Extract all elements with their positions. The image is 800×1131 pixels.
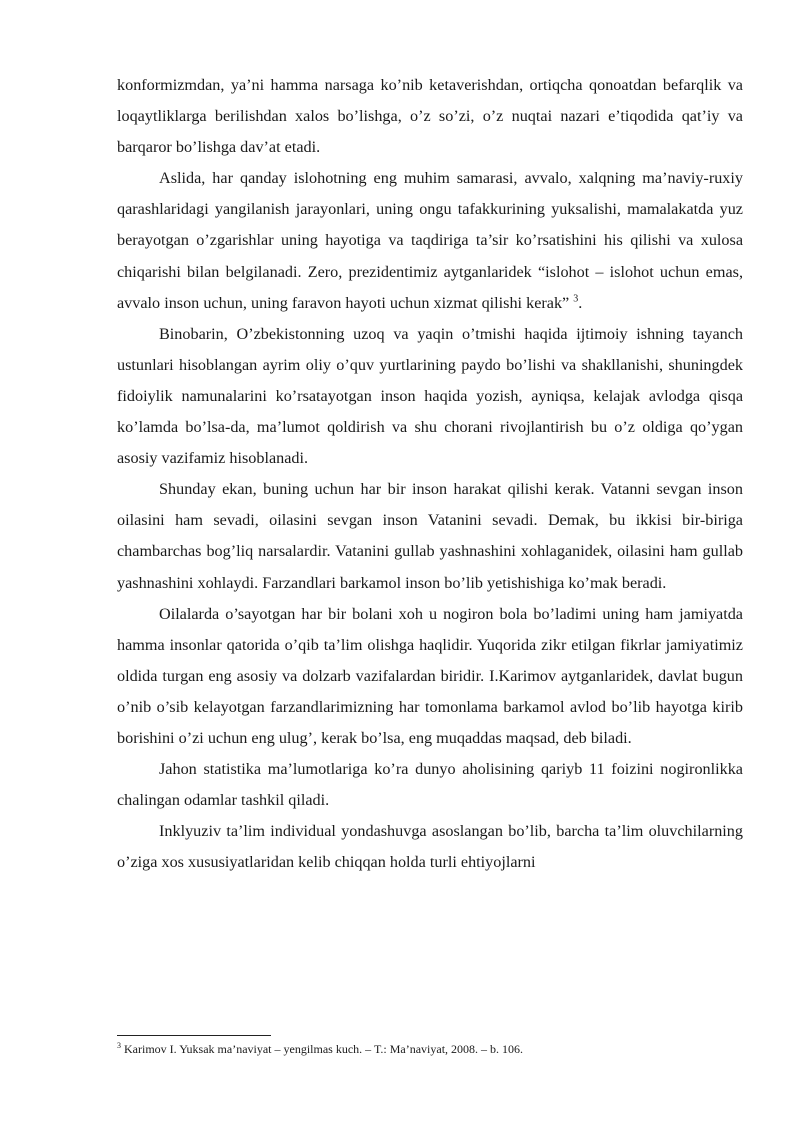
footnote-divider	[117, 1035, 271, 1036]
footnote	[117, 1041, 743, 1057]
paragraph-2-text: Aslida, har qanday islohotning eng muhim samarasi, avvalo, xalqning ma’naviy-ruxiy qarashlaridagi yangilanish jarayonlari, uning ongu tafakkurining yuksalishi, mamalakatda yuz berayotgan o’zgarishlar uning hayotiga va taqdiriga ta’sir ko’rsatishini his qilishi va xulosa chiqarishi bilan belgilanadi. Zero, prezidentimiz aytganlaridek “islohot – islohot uchun emas, avvalo inson uchun, uning faravon hayoti uchun xizmat qilishi kerak”	[117, 169, 743, 312]
paragraph-2	[117, 163, 743, 318]
paragraph-2-end: .	[578, 293, 583, 312]
paragraph-5: Oilalarda o’sayotgan har bir bolani xoh u nogiron bola bo’ladimi uning ham jamiyatda hamma insonlar qatorida o’qib ta’lim olishga haqlidir. Yuqorida zikr etilgan fikrlar jamiyatimiz oldida turgan eng asosiy va dolzarb vazifalardan biridir. I.Karimov aytganlaridek, davlat bugun o’nib o’sib kelayotgan farzandlarimizning har tomonlama barkamol avlod bo’lib hayotga kirib borishini o’zi uchun eng ulug’, kerak bo’lsa, eng muqaddas maqsad, deb biladi.	[117, 604, 743, 747]
paragraph-4: Shunday ekan, buning uchun har bir inson harakat qilishi kerak. Vatanni sevgan inson oilasini ham sevadi, oilasini sevgan inson Vatanini sevadi. Demak, bu ikkisi bir-biriga chambarchas bog’liq narsalardir. Vatanini gullab yashnashini xohlaganidek, oilasini ham gullab yashnashini xohlaydi. Farzandlari barkamol inson bo’lib yetishishiga ko’mak beradi.	[117, 480, 743, 592]
footnote-text: Karimov I. Yuksak ma’naviyat – yengilmas kuch. – T.: Ma’naviyat, 2008. – b. 106.	[121, 1042, 524, 1056]
document-body	[117, 70, 743, 878]
paragraph-6: Jahon statistika ma’lumotlariga ko’ra dunyo aholisining qariyb 11 foizini nogironlikka chalingan odamlar tashkil qiladi.	[117, 760, 743, 810]
footnote-reference[interactable]: 3	[573, 293, 579, 305]
footnote-marker: 3	[117, 1041, 121, 1050]
paragraph-1: konformizmdan, ya’ni hamma narsaga ko’nib ketaverishdan, ortiqcha qonoatdan befarqlik va loqaytliklarga berilishdan xalos bo’lishga, o’z so’zi, o’z nuqtai nazari e’tiqodida qat’iy va barqaror bo’lishga dav’at etadi.	[117, 76, 743, 157]
paragraph-3: Binobarin, O’zbekistonning uzoq va yaqin o’tmishi haqida ijtimoiy ishning tayanch ustunlari hisoblangan ayrim oliy o’quv yurtlarining paydo bo’lishi va shakllanishi, shuningdek fidoiylik namunalarini ko’rsatayotgan inson haqida yozish, ayniqsa, kelajak avlodga qisqa ko’lamda bo’lsa-da, ma’lumot qoldirish va shu chorani rivojlantirish bu o’z oldiga qo’ygan asosiy vazifamiz hisoblanadi.	[117, 324, 743, 468]
paragraph-7: Inklyuziv ta’lim individual yondashuvga asoslangan bo’lib, barcha ta’lim oluvchilarning o’ziga xos xususiyatlaridan kelib chiqqan holda turli ehtiyojlarni	[117, 822, 743, 872]
